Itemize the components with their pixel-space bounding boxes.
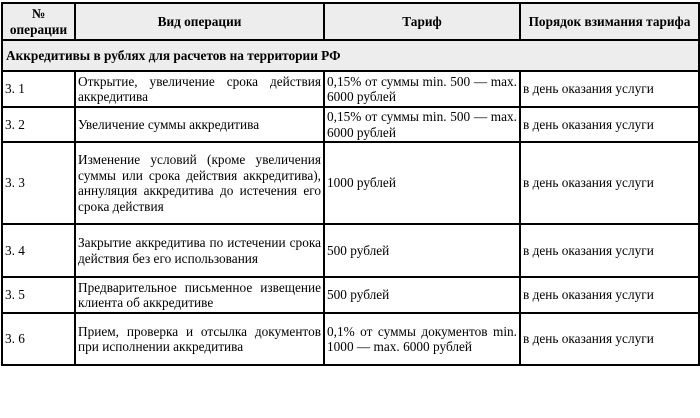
header-row xyxy=(2,3,699,40)
table-row xyxy=(2,142,699,224)
header-operation-number: № операции xyxy=(2,3,75,40)
table-row xyxy=(2,224,699,277)
operation-number: 3. 1 xyxy=(2,71,75,107)
table-row xyxy=(2,277,699,313)
operation-number: 3. 4 xyxy=(2,224,75,277)
operation-number: 3. 5 xyxy=(2,277,75,313)
table-row xyxy=(2,313,699,365)
tariff-value: 1000 рублей xyxy=(324,142,520,224)
section-row xyxy=(2,40,699,71)
operation-type: Предварительное письменное извещение клиента об аккредитиве xyxy=(75,277,324,313)
header-operation-type: Вид операции xyxy=(75,3,324,40)
tariff-value: 0,15% от суммы min. 500 — max. 6000 рублей xyxy=(324,107,520,142)
header-tariff: Тариф xyxy=(324,3,520,40)
tariff-value: 0,1% от суммы документов min. 1000 — max. 6000 рублей xyxy=(324,313,520,365)
charging-order: в день оказания услуги xyxy=(520,313,699,365)
table-row xyxy=(2,71,699,107)
tariff-value: 500 рублей xyxy=(324,224,520,277)
tariff-value: 500 рублей xyxy=(324,277,520,313)
operation-type: Закрытие аккредитива по истечении срока действия без его использования xyxy=(75,224,324,277)
operation-type: Прием, проверка и отсылка документов при исполнении аккредитива xyxy=(75,313,324,365)
tariff-table xyxy=(1,2,700,366)
operation-number: 3. 3 xyxy=(2,142,75,224)
charging-order: в день оказания услуги xyxy=(520,107,699,142)
charging-order: в день оказания услуги xyxy=(520,71,699,107)
operation-number: 3. 2 xyxy=(2,107,75,142)
operation-type: Изменение условий (кроме увеличения суммы или срока действия аккредитива), аннуляция аккредитива до истечения его срока действия xyxy=(75,142,324,224)
charging-order: в день оказания услуги xyxy=(520,277,699,313)
charging-order: в день оказания услуги xyxy=(520,142,699,224)
operation-number: 3. 6 xyxy=(2,313,75,365)
header-charging-order: Порядок взимания тарифа xyxy=(520,3,699,40)
operation-type: Увеличение суммы аккредитива xyxy=(75,107,324,142)
operation-type: Открытие, увеличение срока действия аккредитива xyxy=(75,71,324,107)
section-title: Аккредитивы в рублях для расчетов на территории РФ xyxy=(2,40,699,71)
tariff-value: 0,15% от суммы min. 500 — max. 6000 рублей xyxy=(324,71,520,107)
charging-order: в день оказания услуги xyxy=(520,224,699,277)
table-row xyxy=(2,107,699,142)
